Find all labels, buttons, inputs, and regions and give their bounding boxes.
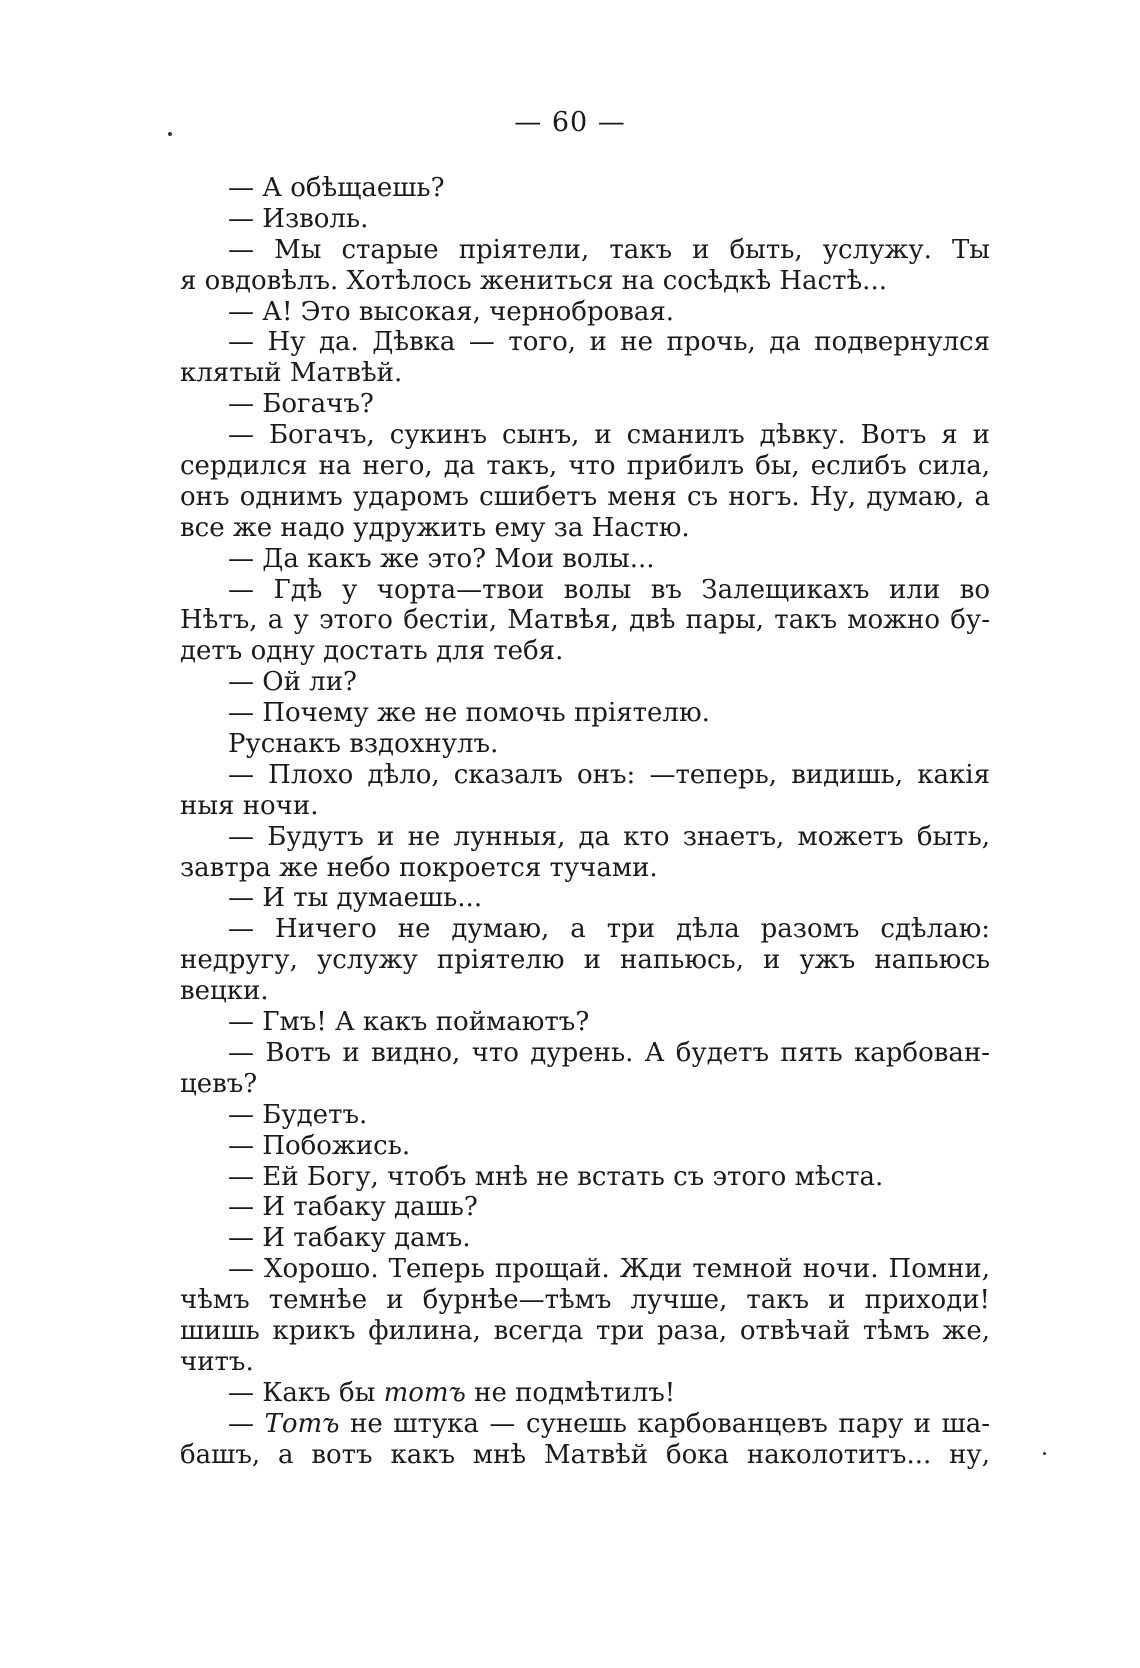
text-line: — Плохо дѣло, сказалъ онъ: —теперь, видишь, какія <box>228 759 990 790</box>
text-line: — А обѣщаешь? <box>228 173 445 203</box>
text-line: — Ничего не думаю, а три дѣла разомъ сдѣлаю: <box>228 914 990 945</box>
text-line: — Хорошо. Теперь прощай. Жди темной ночи. Помни, <box>228 1254 990 1285</box>
text-line: — Ей Богу, чтобъ мнѣ не встать съ этого мѣста. <box>228 1161 884 1192</box>
text-line: — Ой ли? <box>228 667 357 698</box>
text-run: — Какъ бы <box>228 1377 384 1408</box>
text-line: — Богачъ, сукинъ сынъ, и сманилъ дѣвку. Вотъ я и <box>228 420 990 451</box>
text-line: — Мы старые пріятели, такъ и быть, услужу. Ты <box>228 234 990 265</box>
text-line: — Гмъ! А какъ поймаютъ? <box>228 1007 590 1038</box>
text-line: онъ однимъ ударомъ сшибетъ меня съ ногъ. Ну, думаю, а <box>180 481 990 512</box>
text-line: цевъ? <box>180 1068 258 1099</box>
text-run: — <box>228 1408 265 1439</box>
text-line: — Гдѣ у чорта—твои волы въ Залещикахъ или во <box>228 574 990 605</box>
text-line: Нѣтъ, а у этого бестіи, Матвѣя, двѣ пары, такъ можно бу- <box>180 605 990 636</box>
text-line: завтра же небо покроется тучами. <box>180 852 658 883</box>
text-line: — Почему же не помочь пріятелю. <box>228 698 710 729</box>
text-line <box>180 1378 990 1409</box>
text-line: — Побожись. <box>228 1130 411 1161</box>
text-line: шишь крикъ филина, всегда три раза, отвѣчай тѣмъ же, <box>180 1315 990 1346</box>
page-number: — 60 — <box>514 107 626 138</box>
text-run: не подмѣтилъ! <box>465 1377 676 1408</box>
scan-speck <box>1043 1452 1046 1455</box>
text-line: — А! Это высокая, чернобровая. <box>228 296 675 327</box>
page-body <box>180 173 990 1470</box>
text-line: — Будетъ. <box>228 1099 368 1130</box>
italic-word: тотъ <box>383 1377 466 1408</box>
text-line: я овдовѣлъ. Хотѣлось жениться на сосѣдкѣ Настѣ... <box>180 265 887 296</box>
text-line: детъ одну достать для тебя. <box>180 636 564 667</box>
text-run: не штука — сунешь карбованцевъ пару и ша- <box>339 1408 990 1439</box>
italic-word: Тотъ <box>264 1408 340 1439</box>
text-line: — Ну да. Дѣвка — того, и не прочь, да подвернулся <box>228 327 990 358</box>
text-line: сердился на него, да такъ, что прибилъ бы, еслибъ сила, <box>180 451 990 482</box>
scan-speck <box>168 132 172 136</box>
text-line: — Изволь. <box>228 203 369 234</box>
text-line: — Будутъ и не лунныя, да кто знаетъ, можетъ быть, <box>228 821 990 852</box>
text-line: читъ. <box>180 1346 254 1377</box>
text-line: Руснакъ вздохнулъ. <box>228 729 499 760</box>
text-line: недругу, услужу пріятелю и напьюсь, и ужъ напьюсь <box>180 945 990 976</box>
text-line: — И ты думаешь... <box>228 883 483 914</box>
text-line: ныя ночи. <box>180 790 319 821</box>
text-line: — И табаку дамъ. <box>228 1223 471 1254</box>
text-line: — Да какъ же это? Мои волы... <box>228 543 655 574</box>
text-line: башъ, а вотъ какъ мнѣ Матвѣй бока наколотитъ... ну, <box>180 1439 990 1470</box>
text-line: вецки. <box>180 976 269 1007</box>
text-line: клятый Матвѣй. <box>180 358 403 389</box>
text-line: чѣмъ темнѣе и бурнѣе—тѣмъ лучше, такъ и приходи! <box>180 1285 990 1316</box>
text-line: все же надо удружить ему за Настю. <box>180 512 690 543</box>
text-line <box>180 1409 990 1440</box>
text-line: — И табаку дашь? <box>228 1192 478 1223</box>
text-line: — Богачъ? <box>228 389 374 420</box>
text-line: — Вотъ и видно, что дурень. А будетъ пять карбован- <box>228 1037 990 1068</box>
